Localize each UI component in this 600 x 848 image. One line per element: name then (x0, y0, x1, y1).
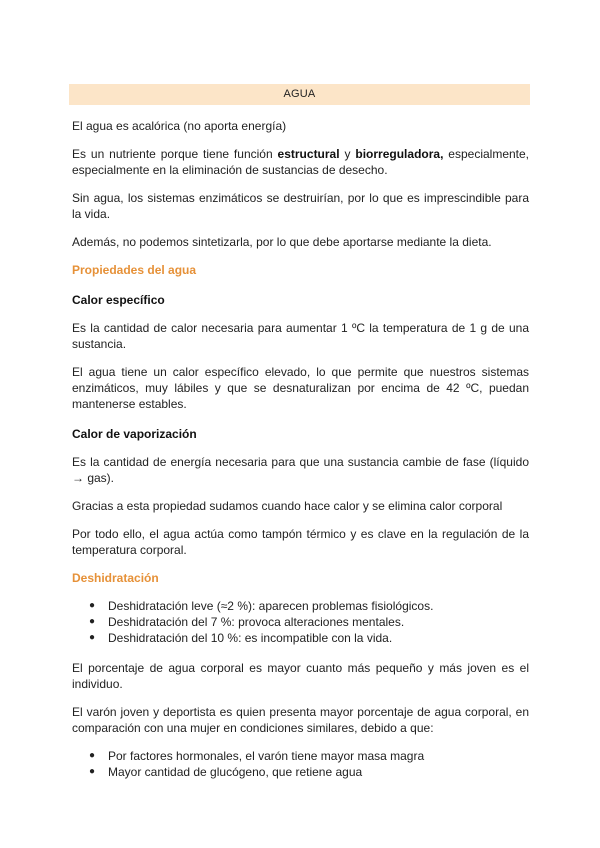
enzymatic-paragraph: Sin agua, los sistemas enzimáticos se destruirían, por lo que es imprescindible para la vida. (72, 191, 529, 221)
deshidratacion-list (72, 598, 529, 646)
nutrient-bold-biorreguladora: biorreguladora, (355, 147, 444, 161)
calor-vaporizacion-definition: Es la cantidad de energía necesaria para que una sustancia cambie de fase (líquido → gas). (72, 455, 529, 485)
section-heading-deshidratacion: Deshidratación (72, 571, 159, 585)
list-item (72, 764, 529, 780)
intro-paragraph: El agua es acalórica (no aporta energía) (72, 119, 287, 133)
bullet-icon: ● (89, 766, 96, 777)
varon-list (72, 748, 529, 780)
bullet-icon: ● (89, 616, 96, 627)
list-item (72, 614, 529, 630)
document-title: AGUA (69, 84, 530, 105)
list-item (72, 630, 529, 646)
list-item-text: Mayor cantidad de glucógeno, que retiene agua (108, 765, 363, 779)
list-item-text: Deshidratación del 10 %: es incompatible con la vida. (108, 631, 393, 645)
nutrient-text-mid: y (339, 147, 356, 161)
calor-vaporizacion-sweat: Gracias a esta propiedad sudamos cuando hace calor y se elimina calor corporal (72, 499, 503, 513)
bullet-icon: ● (89, 632, 96, 643)
subheading-calor-especifico: Calor específico (72, 293, 165, 307)
diet-paragraph: Además, no podemos sintetizarla, por lo que debe aportarse mediante la dieta. (72, 235, 492, 249)
porcentaje-paragraph: El porcentaje de agua corporal es mayor cuanto más pequeño y más joven es el individuo. (72, 661, 529, 691)
bullet-icon: ● (89, 750, 96, 761)
calor-especifico-definition: Es la cantidad de calor necesaria para aumentar 1 ºC la temperatura de 1 g de una sustancia. (72, 321, 529, 351)
list-item-text: Deshidratación leve (≈2 %): aparecen problemas fisiológicos. (108, 599, 434, 613)
list-item (72, 598, 529, 614)
calor-especifico-detail: El agua tiene un calor específico elevado, lo que permite que nuestros sistemas enzimáticos, muy lábiles y que se desnaturalizan por encima de 42 ºC, puedan mantenerse estables. (72, 365, 529, 411)
subheading-calor-vaporizacion: Calor de vaporización (72, 427, 197, 441)
bullet-icon: ● (89, 600, 96, 611)
nutrient-bold-estructural: estructural (277, 147, 340, 161)
list-item-text: Por factores hormonales, el varón tiene mayor masa magra (108, 749, 425, 763)
nutrient-paragraph (72, 146, 529, 178)
nutrient-text-pre: Es un nutriente porque tiene función (72, 147, 278, 161)
list-item (72, 748, 529, 764)
section-heading-propiedades: Propiedades del agua (72, 263, 197, 277)
nutrient-text-post: especialmente, especialmente en la eliminación de sustancias de desecho. (72, 147, 530, 177)
varon-paragraph: El varón joven y deportista es quien presenta mayor porcentaje de agua corporal, en comparación con una mujer en condiciones similares, debido a que: (72, 705, 529, 735)
list-item-text: Deshidratación del 7 %: provoca alteraciones mentales. (108, 615, 405, 629)
calor-vaporizacion-conclusion: Por todo ello, el agua actúa como tampón térmico y es clave en la regulación de la temperatura corporal. (72, 527, 529, 557)
